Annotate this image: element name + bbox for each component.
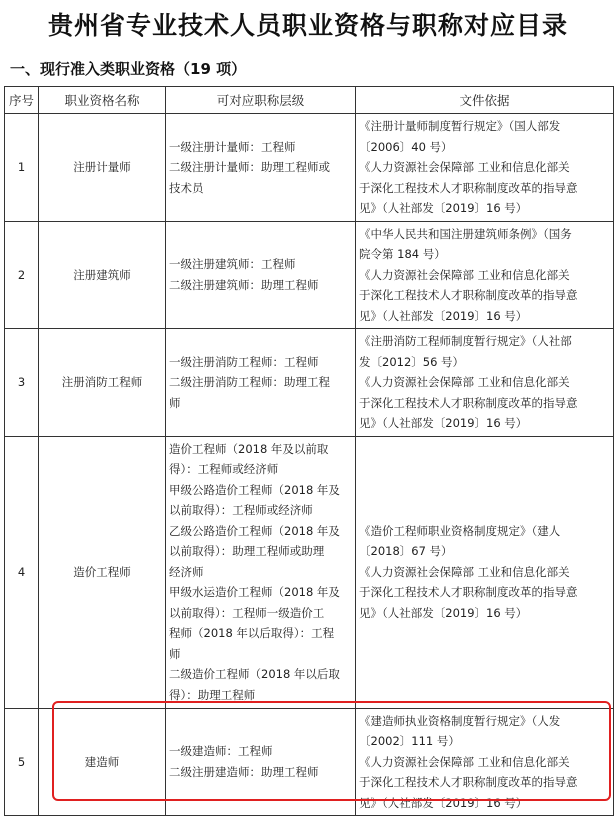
title-level-line: 造价工程师（2018 年及以前取: [169, 441, 329, 456]
document-basis-line: 〔2006〕40 号）: [359, 139, 453, 154]
document-basis-cell: [356, 114, 614, 222]
title-level-line: 二级注册消防工程师：助理工程: [169, 375, 330, 389]
document-basis-line: 〔2018〕67 号）: [359, 544, 453, 559]
document-basis-line: 见》（人社部发〔2019〕16 号）: [359, 201, 528, 215]
document-basis-cell: [356, 221, 614, 329]
row-number: 4: [5, 436, 39, 708]
title-level-line: 程师（2018 年以后取得）：工程: [169, 626, 335, 641]
document-basis-line: 《人力资源社会保障部 工业和信息化部关: [359, 754, 570, 769]
document-basis-line: 发〔2012〕56 号）: [359, 354, 465, 369]
title-level-line: 以前取得）：工程师一级造价工: [169, 605, 325, 620]
document-basis-line: 《造价工程师职业资格制度规定》（建人: [359, 523, 561, 538]
title-level-line: 得）：助理工程师: [169, 687, 256, 702]
document-basis-line: 《注册计量师制度暂行规定》（国人部发: [359, 119, 561, 133]
document-basis-line: 《建造师执业资格制度暂行规定》（人发: [359, 713, 561, 728]
header-qualification-name: 职业资格名称: [39, 87, 166, 114]
document-basis-line: 见》（人社部发〔2019〕16 号）: [359, 605, 528, 620]
title-level-line: 以前取得）：工程师或经济师: [169, 503, 313, 518]
title-level-line: 甲级水运造价工程师（2018 年及: [169, 585, 340, 600]
row-number: 5: [5, 708, 39, 816]
document-basis-line: 于深化工程技术人才职称制度改革的指导意: [359, 288, 578, 302]
document-basis-line: 于深化工程技术人才职称制度改革的指导意: [359, 395, 578, 410]
document-basis-line: 《中华人民共和国注册建筑师条例》（国务: [359, 226, 572, 241]
title-level-line: 师: [169, 646, 181, 661]
row-number: 2: [5, 221, 39, 329]
document-basis-line: 见》（人社部发〔2019〕16 号）: [359, 416, 528, 430]
document-basis-line: 见》（人社部发〔2019〕16 号）: [359, 308, 528, 323]
header-document-basis: 文件依据: [356, 87, 614, 114]
document-basis-line: 《人力资源社会保障部 工业和信息化部关: [359, 267, 570, 282]
title-level-line: 二级注册计量师：助理工程师或: [169, 160, 330, 174]
qualification-name: 注册计量师: [39, 114, 166, 222]
document-basis-line: 于深化工程技术人才职称制度改革的指导意: [359, 775, 578, 789]
table-header-row: [5, 87, 614, 114]
title-level-cell: [166, 329, 356, 437]
header-number: 序号: [5, 87, 39, 114]
title-level-line: 一级注册建筑师：工程师: [169, 257, 296, 272]
document-basis-line: 于深化工程技术人才职称制度改革的指导意: [359, 180, 578, 195]
title-level-line: 技术员: [169, 180, 204, 195]
title-level-line: 得）：工程师或经济师: [169, 462, 279, 477]
table-row: [5, 114, 614, 222]
title-level-line: 乙级公路造价工程师（2018 年及: [169, 523, 340, 538]
title-level-line: 二级注册建筑师：助理工程师: [169, 277, 319, 292]
title-level-line: 一级注册消防工程师：工程师: [169, 354, 319, 369]
table-row: [5, 329, 614, 437]
table-row: [5, 221, 614, 329]
document-basis-cell: [356, 329, 614, 437]
page-title: 贵州省专业技术人员职业资格与职称对应目录: [47, 11, 568, 40]
qualification-name: 建造师: [39, 708, 166, 816]
title-level-cell: [166, 436, 356, 708]
qualification-name: 造价工程师: [39, 436, 166, 708]
document-basis-line: 〔2002〕111 号）: [359, 734, 460, 748]
document-basis-line: 院令第 184 号）: [359, 247, 446, 261]
document-basis-line: 于深化工程技术人才职称制度改革的指导意: [359, 585, 578, 600]
title-level-line: 一级建造师：工程师: [169, 744, 273, 759]
title-level-line: 师: [169, 395, 181, 410]
document-basis-line: 《人力资源社会保障部 工业和信息化部关: [359, 564, 570, 579]
row-number: 1: [5, 114, 39, 222]
title-level-line: 二级造价工程师（2018 年以后取: [169, 667, 340, 682]
title-level-cell: [166, 114, 356, 222]
document-basis-line: 《注册消防工程师制度暂行规定》（人社部: [359, 334, 572, 348]
title-level-line: 一级注册计量师：工程师: [169, 139, 296, 154]
document-basis-cell: [356, 436, 614, 708]
title-level-line: 经济师: [169, 564, 204, 579]
document-basis-line: 见》（人社部发〔2019〕16 号）: [359, 795, 528, 810]
document-basis-line: 《人力资源社会保障部 工业和信息化部关: [359, 375, 570, 389]
highlight-box: [52, 701, 611, 801]
title-level-line: 二级注册建造师：助理工程师: [169, 764, 319, 779]
row-number: 3: [5, 329, 39, 437]
table-row: [5, 436, 614, 708]
title-level-line: 甲级公路造价工程师（2018 年及: [169, 482, 340, 497]
header-title-level: 可对应职称层级: [166, 87, 356, 114]
section-heading: 一、现行准入类职业资格（19 项）: [10, 60, 247, 78]
qualification-name: 注册消防工程师: [39, 329, 166, 437]
title-level-line: 以前取得）：助理工程师或助理: [169, 544, 325, 559]
document-basis-line: 《人力资源社会保障部 工业和信息化部关: [359, 160, 570, 174]
title-level-cell: [166, 221, 356, 329]
qualification-name: 注册建筑师: [39, 221, 166, 329]
